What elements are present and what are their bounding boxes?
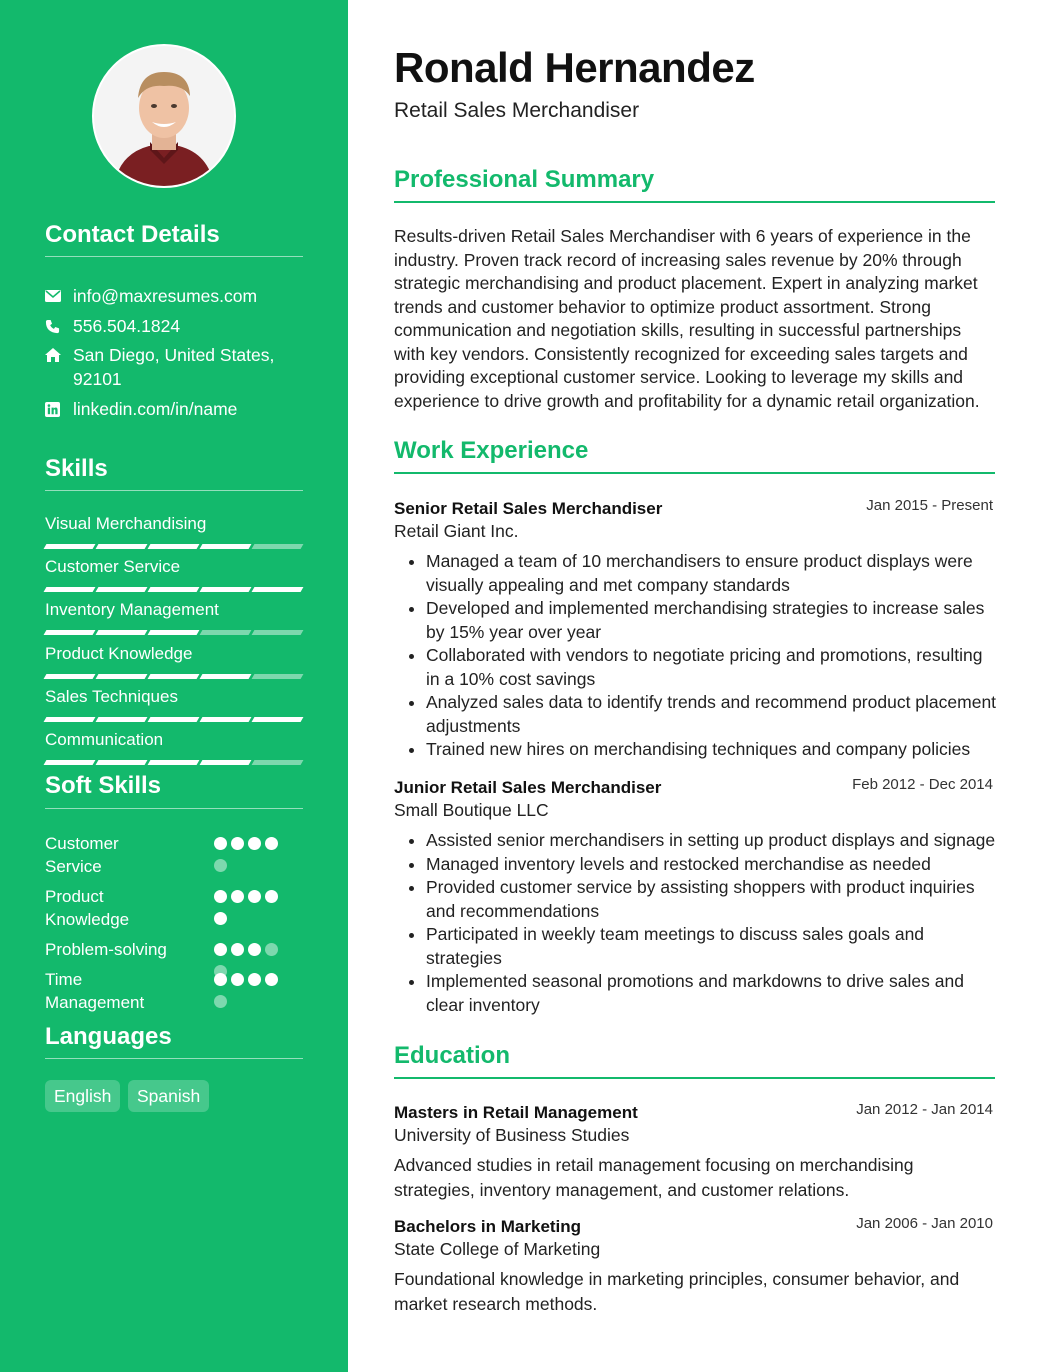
degree-title: Masters in Retail Management [394,1103,638,1122]
skill-name: Inventory Management [45,600,219,619]
skill-level-segment [200,587,252,592]
degree-date: Jan 2006 - Jan 2010 [856,1215,993,1232]
list-item: • Provided customer service by assisting shoppers with product inquiries and recommendations [426,876,999,923]
skill-level-segment [44,674,96,679]
school-name: University of Business Studies [394,1125,630,1145]
list-item: • Analyzed sales data to identify trends and recommend product placement adjustments [426,691,999,738]
summary-heading: Professional Summary [394,166,655,193]
soft-skill-name: Customer Service [45,834,119,876]
contact-linkedin-text: linkedin.com/in/name [73,399,238,419]
skill-level-segment [96,544,148,549]
skill-level-bar [45,717,302,722]
divider [45,490,303,491]
skill-level-segment [148,544,200,549]
skill-level-bar [45,760,302,765]
rating-dot [231,973,244,986]
degree-title: Bachelors in Marketing [394,1217,582,1236]
rating-dot [248,943,261,956]
divider [45,808,303,809]
experience-heading: Work Experience [394,437,589,464]
job-title: Junior Retail Sales Merchandiser [394,778,662,797]
envelope-icon [45,284,63,308]
job-company: Small Boutique LLC [394,800,549,820]
contact-phone[interactable] [45,314,305,338]
rating-dot [214,912,227,925]
contact-heading: Contact Details [45,221,220,248]
candidate-role: Retail Sales Merchandiser [394,99,640,122]
degree-description: Foundational knowledge in marketing principles, consumer behavior, and market research methods. [394,1269,960,1314]
job-date: Feb 2012 - Dec 2014 [852,776,993,793]
phone-icon [45,314,63,338]
job-bullets [394,550,999,762]
degree-description: Advanced studies in retail management focusing on merchandising strategies, inventory management, and customer relations. [394,1155,914,1200]
skill-level-segment [252,587,304,592]
skill-level-segment [252,674,304,679]
skill-level-segment [252,717,304,722]
divider [45,1058,303,1059]
rating-dot [214,943,227,956]
list-item: • Implemented seasonal promotions and markdowns to drive sales and clear inventory [426,970,999,1017]
soft-skills-heading: Soft Skills [45,772,162,799]
list-item: • Developed and implemented merchandising strategies to increase sales by 15% year over year [426,597,999,644]
list-item: • Trained new hires on merchandising techniques and company policies [426,738,999,762]
soft-skill-name: Product Knowledge [45,887,130,929]
skill-level-segment [252,630,304,635]
rating-dot [265,837,278,850]
rating-dot [214,859,227,872]
rating-dot [231,890,244,903]
rating-dot [214,973,227,986]
summary-text: Results-driven Retail Sales Merchandiser with 6 years of experience in the industry. Proven track record of increasing sales revenue by 20% through strategic merchandising and product placement. Expert in analyzing market trends and customer behavior to optimize product assortment. Strong communication and negotiation skills, resulting in successful partnerships with key vendors. Consistently recognized for exceeding sales targets and providing exceptional customer service. Looking to leverage my skills and experience to drive growth and profitability for a dynamic retail organization. [394,226,980,411]
divider [45,256,303,257]
language-pill: English [45,1080,120,1112]
skill-name: Product Knowledge [45,644,193,663]
skill-level-segment [44,760,96,765]
skill-level-segment [200,630,252,635]
contact-email-text: info@maxresumes.com [73,286,258,306]
list-item: • Participated in weekly team meetings to discuss sales goals and strategies [426,923,999,970]
rating-dot [265,890,278,903]
skill-level-segment [200,674,252,679]
list-item: • Collaborated with vendors to negotiate pricing and promotions, resulting in a 10% cost savings [426,644,999,691]
degree-date: Jan 2012 - Jan 2014 [856,1101,993,1118]
skill-level-segment [96,674,148,679]
linkedin-icon [45,397,63,421]
skill-level-segment [44,630,96,635]
skill-level-segment [44,717,96,722]
contact-address [45,343,305,391]
skill-level-segment [148,760,200,765]
contact-linkedin[interactable] [45,397,305,421]
soft-skill-rating [214,973,289,1008]
soft-skill-rating [214,837,289,872]
skill-name: Sales Techniques [45,687,178,706]
job-bullets [394,829,999,1017]
soft-skill-name: Problem-solving [45,940,167,959]
skill-level-bar [45,544,302,549]
skill-level-segment [148,587,200,592]
skill-level-bar [45,587,302,592]
skill-level-segment [148,717,200,722]
profile-photo [92,44,236,188]
school-name: State College of Marketing [394,1239,601,1259]
rating-dot [231,837,244,850]
list-item: • Assisted senior merchandisers in setting up product displays and signage [426,829,999,853]
contact-phone-text: 556.504.1824 [73,316,181,336]
skill-level-bar [45,630,302,635]
rating-dot [248,973,261,986]
divider [394,201,995,203]
skill-level-segment [96,587,148,592]
contact-email[interactable] [45,284,305,308]
rating-dot [214,995,227,1008]
rating-dot [231,943,244,956]
skill-level-segment [96,717,148,722]
skill-name: Customer Service [45,557,181,576]
skill-level-segment [44,587,96,592]
skill-level-segment [200,717,252,722]
divider [394,472,995,474]
rating-dot [214,890,227,903]
rating-dot [248,890,261,903]
rating-dot [265,943,278,956]
education-heading: Education [394,1042,511,1069]
soft-skill-name: Time Management [45,970,145,1012]
skill-level-segment [96,630,148,635]
skill-name: Visual Merchandising [45,514,207,533]
skills-heading: Skills [45,455,108,482]
skill-level-bar [45,674,302,679]
skill-level-segment [44,544,96,549]
candidate-name: Ronald Hernandez [394,44,755,91]
job-date: Jan 2015 - Present [866,497,993,514]
home-icon [45,343,63,367]
rating-dot [265,973,278,986]
list-item: • Managed a team of 10 merchandisers to ensure product displays were visually appealing and met company standards [426,550,999,597]
skill-name: Communication [45,730,164,749]
skill-level-segment [252,760,304,765]
skill-level-segment [200,760,252,765]
languages-heading: Languages [45,1023,172,1050]
list-item: • Managed inventory levels and restocked merchandise as needed [426,853,999,877]
language-pill: Spanish [128,1080,209,1112]
soft-skill-rating [214,890,289,925]
skill-level-segment [252,544,304,549]
job-company: Retail Giant Inc. [394,521,519,541]
job-title: Senior Retail Sales Merchandiser [394,499,663,518]
skill-level-segment [96,760,148,765]
skill-level-segment [200,544,252,549]
contact-address-text: San Diego, United States, 92101 [73,345,275,389]
divider [394,1077,995,1079]
skill-level-segment [148,674,200,679]
rating-dot [214,837,227,850]
rating-dot [248,837,261,850]
sidebar [0,0,348,1372]
skill-level-segment [148,630,200,635]
